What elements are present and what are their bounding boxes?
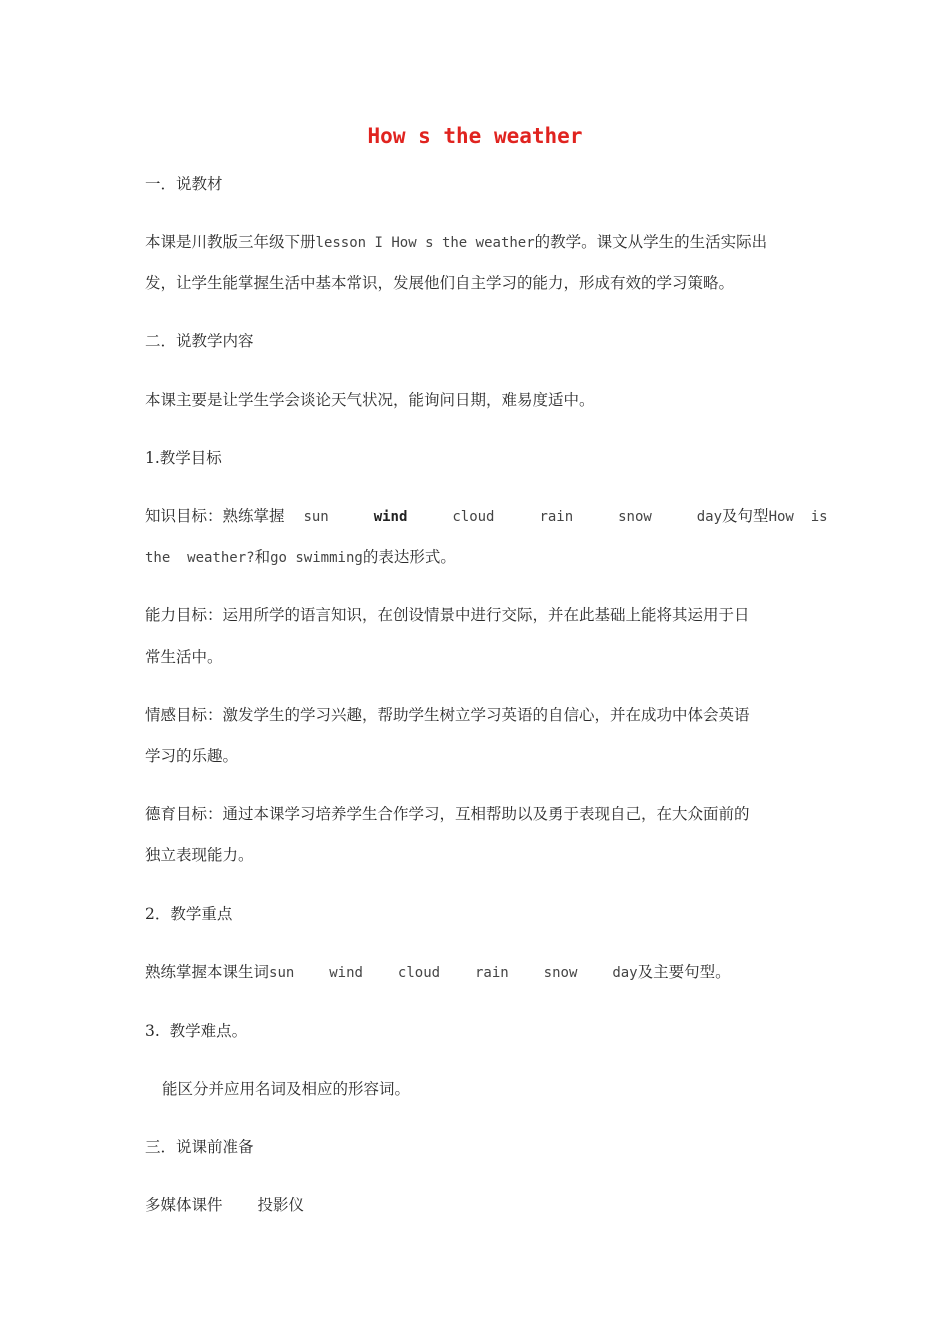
difficulty-paragraph: 能区分并应用名词及相应的形容词。 (162, 1080, 411, 1098)
key-points-post: 及主要句型。 (637, 963, 731, 981)
goals-heading: 1.教学目标 (145, 449, 222, 467)
section1-text-a: 本课是川教版三年级下册 (145, 233, 316, 251)
vocab-word: sun (269, 965, 295, 981)
preparation-item: 多媒体课件 (145, 1196, 223, 1214)
moral-goal-line2: 独立表现能力。 (145, 846, 254, 864)
section2-paragraph: 本课主要是让学生学会谈论天气状况，能询问日期，难易度适中。 (145, 391, 595, 409)
moral-goal-line1: 德育目标：通过本课学习培养学生合作学习，互相帮助以及勇于表现自己，在大众面前的 (145, 805, 750, 823)
ability-goal-line1: 能力目标：运用所学的语言知识，在创设情景中进行交际，并在此基础上能将其运用于日 (145, 606, 750, 624)
section1-heading: 一．说教材 (145, 175, 223, 193)
preparation-list (145, 1195, 810, 1215)
lesson-title-inline: lesson I How s the weather (315, 235, 535, 251)
key-points-heading: 2．教学重点 (145, 905, 233, 923)
vocab-word: day (612, 965, 638, 981)
knowledge-goal-line2 (145, 547, 810, 568)
knowledge-goal-line1 (145, 506, 828, 527)
knowledge-goal-end: 的表达形式。 (362, 548, 456, 566)
emotion-goal-line2: 学习的乐趣。 (145, 747, 239, 765)
vocab-word: rain (539, 509, 574, 525)
section1-paragraph-line2: 发，让学生能掌握生活中基本常识，发展他们自主学习的能力，形成有效的学习策略。 (145, 274, 735, 292)
knowledge-goal-and: 和 (254, 548, 271, 566)
emotion-goal-line1: 情感目标：激发学生的学习兴趣，帮助学生树立学习英语的自信心，并在成功中体会英语 (145, 706, 750, 724)
vocab-word: rain (475, 965, 509, 981)
vocab-word: wind (373, 509, 408, 525)
knowledge-goal-label: 知识目标：熟练掌握 (145, 507, 285, 525)
knowledge-goal-mid: 及句型 (722, 507, 769, 525)
ability-goal-line2: 常生活中。 (145, 648, 223, 666)
section2-heading: 二．说教学内容 (145, 332, 254, 350)
go-swimming-phrase: go swimming (270, 550, 363, 566)
sentence-pattern-part1: How is (768, 509, 828, 525)
preparation-item: 投影仪 (257, 1196, 304, 1214)
difficulty-heading: 3. 教学难点。 (145, 1022, 248, 1040)
section1-text-b: 的教学。课文从学生的生活实际出 (534, 233, 768, 251)
vocab-word: wind (329, 965, 363, 981)
key-points-pre: 熟练掌握本课生词 (145, 963, 270, 981)
vocab-word: cloud (452, 509, 495, 525)
document-title: How s the weather (367, 124, 583, 148)
vocab-word: day (696, 509, 723, 525)
vocab-word: cloud (397, 965, 441, 981)
key-points-paragraph (145, 962, 810, 983)
vocab-word: sun (303, 509, 329, 525)
section1-paragraph-line1 (145, 232, 810, 253)
sentence-pattern-part2: the weather? (145, 550, 255, 566)
section3-heading: 三．说课前准备 (145, 1138, 254, 1156)
vocab-word: snow (618, 509, 652, 525)
vocab-word: snow (543, 965, 578, 981)
